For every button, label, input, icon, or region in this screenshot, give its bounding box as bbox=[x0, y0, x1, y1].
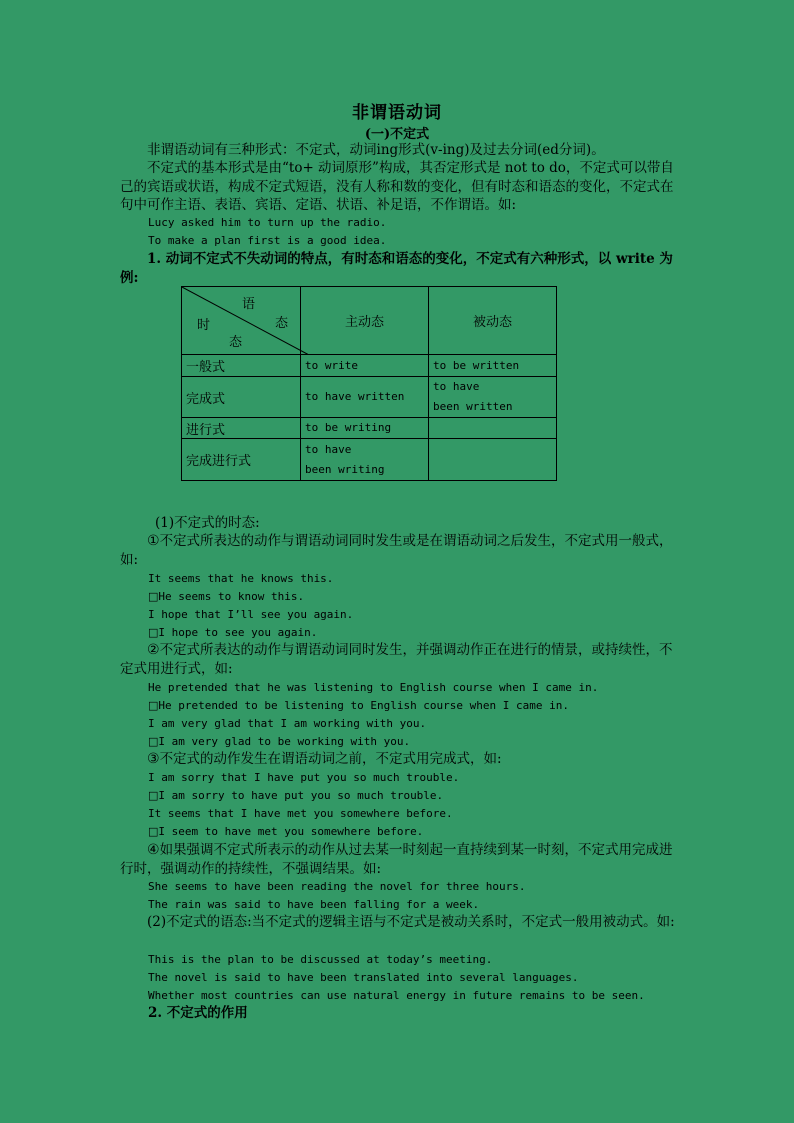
missing-glyph-icon: □ bbox=[148, 590, 159, 603]
circled-number: ① bbox=[147, 533, 160, 549]
voice-paragraph: (2)不定式的语态:当不定式的逻辑主语与不定式是被动关系时，不定式一般用被动式。如: bbox=[147, 914, 675, 930]
corner-tense-label-2: 态 bbox=[229, 335, 243, 350]
example-sentence: □I seem to have met you somewhere before. bbox=[148, 825, 424, 838]
table-row bbox=[182, 377, 557, 418]
heading-infinitive-functions: 2. 不定式的作用 bbox=[148, 1005, 248, 1021]
corner-tense-label: 时 bbox=[197, 318, 211, 333]
missing-glyph-icon: □ bbox=[148, 626, 159, 639]
passive-form-line: been written bbox=[433, 400, 513, 413]
passive-form bbox=[429, 418, 557, 439]
example-sentence: It seems that he knows this. bbox=[148, 572, 334, 585]
active-form: to have written bbox=[301, 377, 429, 418]
active-form bbox=[301, 439, 429, 481]
missing-glyph-icon: □ bbox=[148, 825, 159, 838]
example-sentence: Lucy asked him to turn up the radio. bbox=[148, 216, 387, 229]
active-form: to write bbox=[301, 355, 429, 377]
example-sentence: I am sorry that I have put you so much trouble. bbox=[148, 771, 460, 784]
row-label: 一般式 bbox=[182, 355, 301, 377]
example-sentence: She seems to have been reading the novel for three hours. bbox=[148, 880, 526, 893]
header-active: 主动态 bbox=[301, 287, 429, 355]
active-form: to be writing bbox=[301, 418, 429, 439]
tense-point-3: ③不定式的动作发生在谓语动词之前，不定式用完成式，如: bbox=[147, 751, 502, 767]
example-sentence: The rain was said to have been falling for a week. bbox=[148, 898, 480, 911]
heading-infinitive-forms: 1. 动词不定式不失动词的特点，有时态和语态的变化，不定式有六种形式，以 write 为例: bbox=[120, 251, 673, 286]
missing-glyph-icon: □ bbox=[148, 789, 159, 802]
active-form-line: to have bbox=[305, 442, 352, 456]
example-sentence: □I am sorry to have put you so much trouble. bbox=[148, 789, 444, 802]
example-sentence: □He seems to know this. bbox=[148, 590, 305, 603]
example-sentence: □I hope to see you again. bbox=[148, 626, 318, 639]
row-label: 完成进行式 bbox=[182, 439, 301, 481]
row-label: 完成式 bbox=[182, 377, 301, 418]
example-sentence: He pretended that he was listening to English course when I came in. bbox=[148, 681, 599, 694]
example-sentence: □I am very glad to be working with you. bbox=[148, 735, 411, 748]
header-passive: 被动态 bbox=[429, 287, 557, 355]
table-row bbox=[182, 439, 557, 481]
circled-number: ② bbox=[147, 642, 160, 658]
table-corner-cell bbox=[182, 287, 301, 355]
table-row bbox=[182, 355, 557, 377]
tense-heading: (1)不定式的时态: bbox=[155, 515, 260, 531]
table-row bbox=[182, 418, 557, 439]
example-sentence: □He pretended to be listening to English course when I came in. bbox=[148, 699, 570, 712]
example-sentence: The novel is said to have been translated into several languages. bbox=[148, 971, 579, 984]
example-sentence: To make a plan first is a good idea. bbox=[148, 234, 387, 247]
active-form-line: been writing bbox=[305, 462, 385, 476]
example-sentence: I hope that I’ll see you again. bbox=[148, 608, 354, 621]
intro-paragraph-1: 非谓语动词有三种形式：不定式，动词ing形式(v-ing)及过去分词(ed分词)。 bbox=[147, 142, 605, 158]
tense-point-1: ①不定式所表达的动作与谓语动词同时发生或是在谓语动词之后发生，不定式用一般式，如: bbox=[120, 533, 673, 568]
circled-number: ④ bbox=[147, 842, 160, 858]
circled-number: ③ bbox=[147, 751, 160, 767]
intro-paragraph-2: 不定式的基本形式是由“to+ 动词原形”构成，其否定形式是 not to do，不定式可以带自己的宾语或状语，构成不定式短语，没有人称和数的变化，但有时态和语态的变化，不定式在句中可作主语、表语、宾语、定语、状语、补足语，不作谓语。如: bbox=[120, 160, 674, 213]
passive-form bbox=[429, 439, 557, 481]
passive-form: to be written bbox=[429, 355, 557, 377]
passive-form-line: to have bbox=[433, 380, 480, 393]
missing-glyph-icon: □ bbox=[148, 699, 159, 712]
example-sentence: This is the plan to be discussed at today’s meeting. bbox=[148, 953, 493, 966]
example-sentence: It seems that I have met you somewhere before. bbox=[148, 807, 453, 820]
corner-voice-label: 语 bbox=[242, 297, 256, 312]
passive-form bbox=[429, 377, 557, 418]
example-sentence: I am very glad that I am working with you. bbox=[148, 717, 427, 730]
example-sentence: Whether most countries can use natural energy in future remains to be seen. bbox=[148, 989, 645, 1002]
infinitive-forms-table bbox=[181, 286, 557, 481]
page-title: 非谓语动词 bbox=[352, 103, 442, 123]
row-label: 进行式 bbox=[182, 418, 301, 439]
corner-voice-label-2: 态 bbox=[275, 316, 289, 331]
tense-point-4: ④如果强调不定式所表示的动作从过去某一时刻起一直持续到某一时刻，不定式用完成进行时，强调动作的持续性，不强调结果。如: bbox=[120, 842, 673, 877]
missing-glyph-icon: □ bbox=[148, 735, 159, 748]
tense-point-2: ②不定式所表达的动作与谓语动词同时发生，并强调动作正在进行的情景，或持续性，不定式用进行式，如: bbox=[120, 642, 673, 677]
section-subtitle: (一)不定式 bbox=[364, 127, 430, 142]
